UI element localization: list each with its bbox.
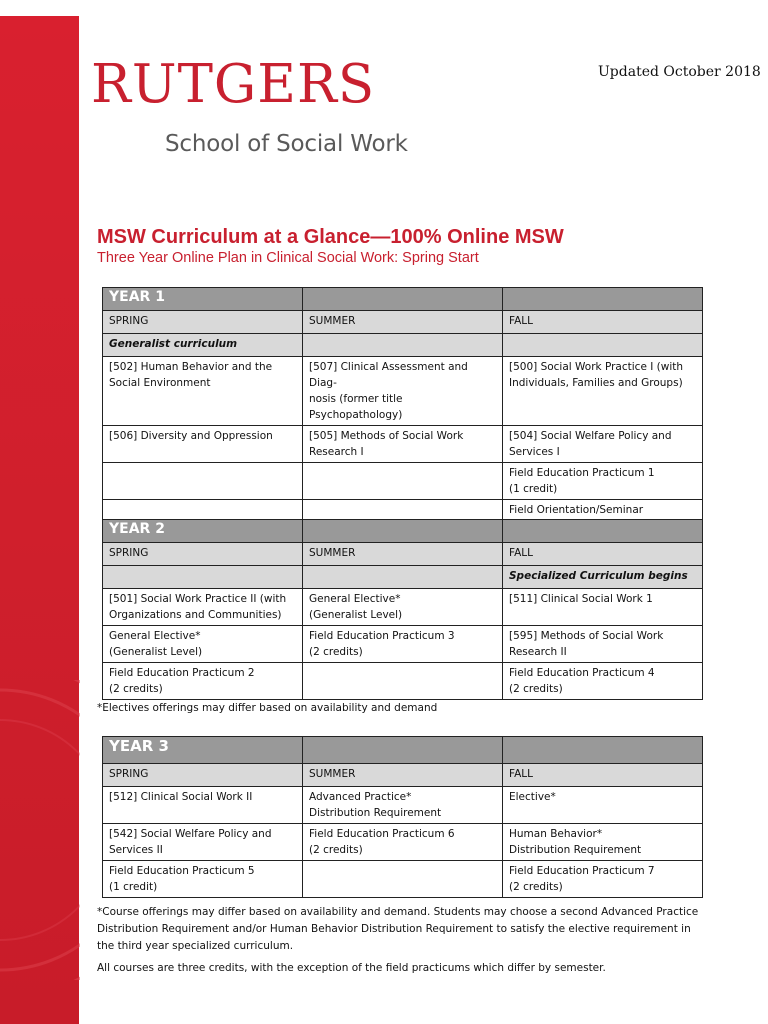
university-seal-watermark bbox=[0, 680, 80, 980]
course-cell: [502] Human Behavior and the Social Environment bbox=[103, 357, 303, 426]
semester-row bbox=[103, 543, 703, 566]
school-name: School of Social Work bbox=[165, 131, 408, 157]
semester-fall: FALL bbox=[503, 764, 703, 787]
course-cell: [595] Methods of Social Work Research II bbox=[503, 626, 703, 663]
semester-spring: SPRING bbox=[103, 311, 303, 334]
course-cell bbox=[303, 861, 503, 898]
course-cell: Field Education Practicum 2 (2 credits) bbox=[103, 663, 303, 700]
rutgers-logo: RUTGERS bbox=[91, 54, 376, 115]
course-cell: Field Education Practicum 5 (1 credit) bbox=[103, 861, 303, 898]
course-cell: Human Behavior* Distribution Requirement bbox=[503, 824, 703, 861]
course-cell: Field Education Practicum 3 (2 credits) bbox=[303, 626, 503, 663]
curriculum-band-cell bbox=[303, 334, 503, 357]
course-cell bbox=[303, 463, 503, 500]
course-cell: [500] Social Work Practice I (with Individuals, Families and Groups) bbox=[503, 357, 703, 426]
course-cell: Field Education Practicum 7 (2 credits) bbox=[503, 861, 703, 898]
course-cell bbox=[303, 663, 503, 700]
course-cell: [507] Clinical Assessment and Diag- nosis (former title Psychopathology) bbox=[303, 357, 503, 426]
course-offerings-footnote: *Course offerings may differ based on availability and demand. Students may choose a second Advanced Practice Distribution Requirement and/or Human Behavior Distribution Requirement to satisfy the elective requirement in the third year specialized curriculum. bbox=[97, 906, 699, 952]
semester-row bbox=[103, 311, 703, 334]
table-row bbox=[103, 663, 703, 700]
updated-date: Updated October 2018 bbox=[598, 64, 761, 80]
year-label: YEAR 1 bbox=[103, 288, 303, 311]
table-row bbox=[103, 426, 703, 463]
year-header-row bbox=[103, 737, 703, 764]
course-cell: Field Education Practicum 6 (2 credits) bbox=[303, 824, 503, 861]
curriculum-band-row bbox=[103, 334, 703, 357]
table-row bbox=[103, 626, 703, 663]
course-cell bbox=[103, 463, 303, 500]
year-label: YEAR 3 bbox=[103, 737, 303, 764]
semester-fall: FALL bbox=[503, 311, 703, 334]
course-cell: Field Education Practicum 4 (2 credits) bbox=[503, 663, 703, 700]
semester-spring: SPRING bbox=[103, 543, 303, 566]
curriculum-band-label: Specialized Curriculum begins bbox=[503, 566, 703, 589]
page-title: MSW Curriculum at a Glance—100% Online MSW bbox=[97, 226, 564, 248]
table-row bbox=[103, 787, 703, 824]
semester-fall: FALL bbox=[503, 543, 703, 566]
year-3-table bbox=[102, 736, 703, 898]
course-cell: General Elective* (Generalist Level) bbox=[103, 626, 303, 663]
year-2-table bbox=[102, 519, 703, 700]
table-row bbox=[103, 861, 703, 898]
course-cell: [501] Social Work Practice II (with Organizations and Communities) bbox=[103, 589, 303, 626]
table-row bbox=[103, 357, 703, 426]
year-header-row bbox=[103, 288, 703, 311]
year-1-table bbox=[102, 287, 703, 537]
course-cell: [511] Clinical Social Work 1 bbox=[503, 589, 703, 626]
course-cell: General Elective* (Generalist Level) bbox=[303, 589, 503, 626]
curriculum-band-cell bbox=[303, 566, 503, 589]
electives-note: *Electives offerings may differ based on availability and demand bbox=[97, 702, 438, 714]
curriculum-band-label: Generalist curriculum bbox=[103, 334, 303, 357]
course-cell: Field Education Practicum 1 (1 credit) bbox=[503, 463, 703, 500]
curriculum-band-row bbox=[103, 566, 703, 589]
year-header-row bbox=[103, 520, 703, 543]
page-subtitle: Three Year Online Plan in Clinical Social Work: Spring Start bbox=[97, 250, 479, 266]
course-cell: Advanced Practice* Distribution Requirement bbox=[303, 787, 503, 824]
semester-spring: SPRING bbox=[103, 764, 303, 787]
course-cell: [512] Clinical Social Work II bbox=[103, 787, 303, 824]
credits-note: All courses are three credits, with the exception of the field practicums which differ by semester. bbox=[97, 962, 606, 974]
year-label: YEAR 2 bbox=[103, 520, 303, 543]
table-row bbox=[103, 824, 703, 861]
course-cell: Field Orientation/Seminar bbox=[503, 500, 703, 537]
course-cell: [505] Methods of Social Work Research I bbox=[303, 426, 503, 463]
course-cell: [506] Diversity and Oppression bbox=[103, 426, 303, 463]
course-cell: [504] Social Welfare Policy and Services I bbox=[503, 426, 703, 463]
curriculum-band-cell bbox=[103, 566, 303, 589]
course-cell: [542] Social Welfare Policy and Services II bbox=[103, 824, 303, 861]
semester-summer: SUMMER bbox=[303, 543, 503, 566]
page-top-margin bbox=[0, 0, 768, 16]
semester-summer: SUMMER bbox=[303, 764, 503, 787]
table-row bbox=[103, 589, 703, 626]
table-row bbox=[103, 463, 703, 500]
semester-row bbox=[103, 764, 703, 787]
curriculum-band-cell bbox=[503, 334, 703, 357]
semester-summer: SUMMER bbox=[303, 311, 503, 334]
course-cell: Elective* bbox=[503, 787, 703, 824]
